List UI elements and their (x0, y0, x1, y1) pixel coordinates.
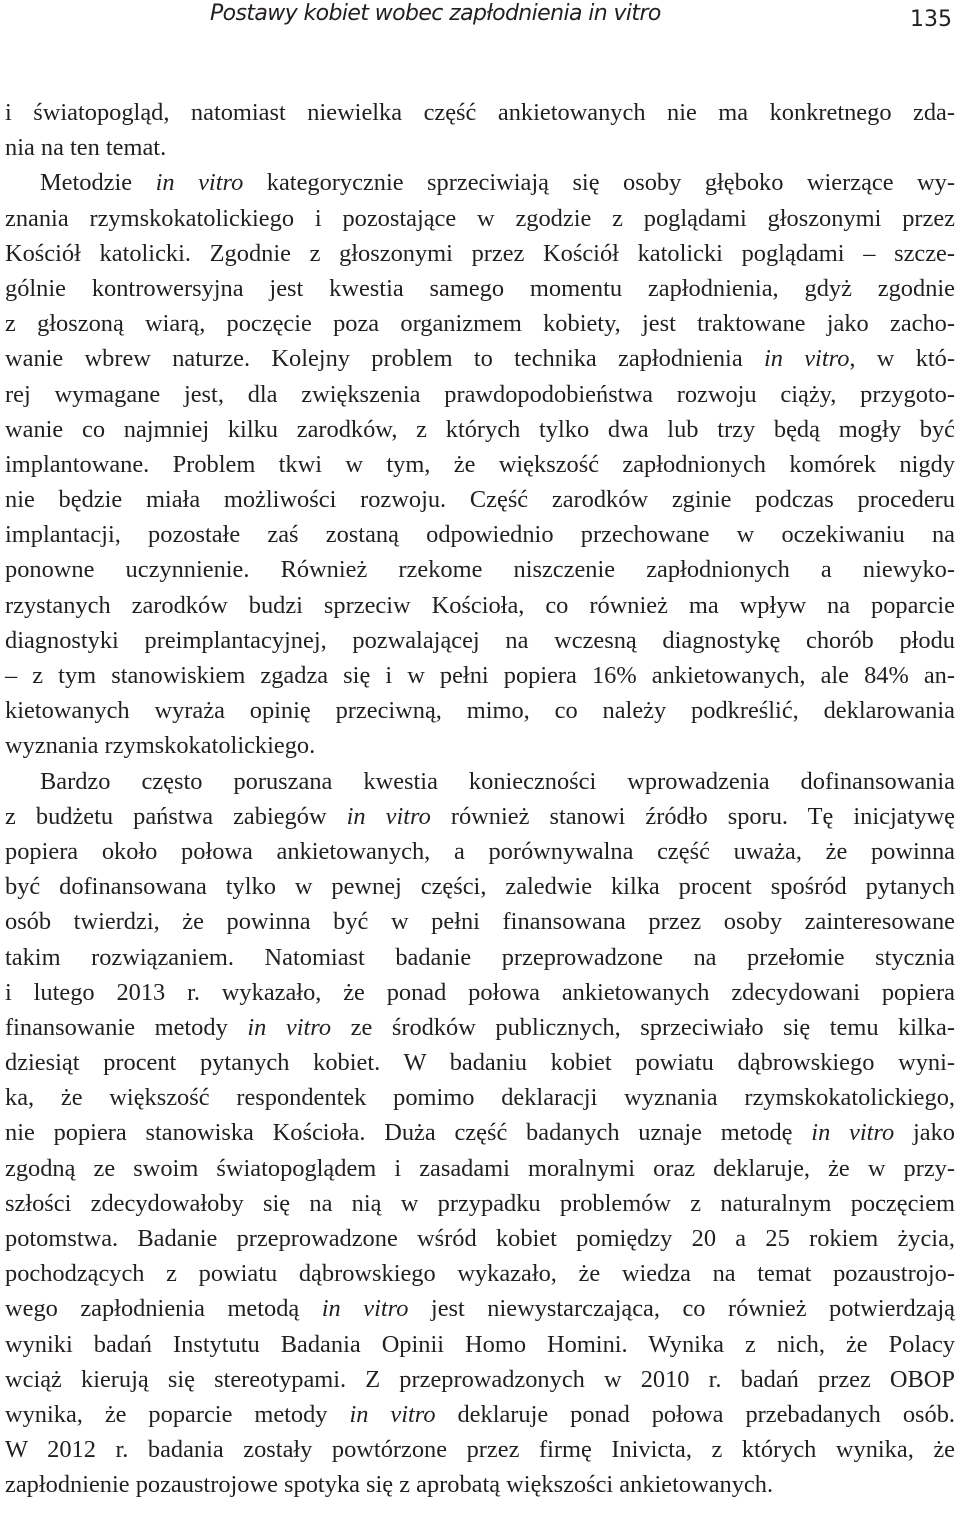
text-line (5, 1045, 955, 1080)
text-line (5, 1362, 955, 1397)
text-line (5, 1151, 955, 1186)
text-line (5, 799, 955, 834)
text-run: wego zapłodnienia metodą (5, 1295, 322, 1323)
text-run: wyznania rzymskokatolickiego. (5, 732, 316, 760)
text-run: jest niewystarczająca, co również potwierdzają (408, 1295, 955, 1323)
text-run: – z tym stanowiskiem zgadza się i w pełni popiera 16% ankietowanych, ale 84% an- (5, 662, 955, 689)
text-line (5, 623, 955, 658)
running-head: Postawy kobiet wobec zapłodnienia in vitro (210, 1, 661, 26)
text-line (5, 517, 955, 552)
text-run: wyniki badań Instytutu Badania Opinii Homo Homini. Wynika z nich, że Polacy (5, 1330, 955, 1358)
text-line (5, 130, 955, 165)
italic-term: in vitro (155, 169, 244, 197)
text-run: pochodzących z powiatu dąbrowskiego wykazało, że wiedza na temat pozaustrojo- (5, 1260, 955, 1288)
text-run: implantacji, pozostałe zaś zostaną odpowiednio przechowane w oczekiwaniu na (5, 521, 955, 549)
text-run: zgodną ze swoim światopoglądem i zasadami moralnymi oraz deklaruje, że w przy- (5, 1154, 955, 1182)
text-line (5, 271, 955, 306)
text-run: kietowanych wyraża opinię przeciwną, mimo, co należy podkreślić, deklarowania (5, 697, 955, 725)
text-line (5, 201, 955, 236)
text-line (5, 728, 955, 763)
text-line (5, 165, 955, 200)
text-line (5, 341, 955, 376)
text-run: nia na ten temat. (5, 134, 167, 162)
text-run: również stanowi źródło sporu. Tę inicjatywę (430, 802, 955, 830)
text-run: potomstwa. Badanie przeprowadzone wśród kobiet pomiędzy 20 a 25 rokiem życia, (5, 1225, 955, 1252)
text-run: takim rozwiązaniem. Natomiast badanie przeprowadzone na przełomie stycznia (5, 943, 955, 971)
text-run: deklaruje ponad połowa przebadanych osób. (435, 1400, 955, 1428)
italic-term: in vitro (321, 1295, 409, 1323)
text-line (5, 1432, 955, 1467)
text-run: , w któ- (849, 345, 955, 373)
text-run: wanie co najmniej kilku zarodków, z których tylko dwa lub trzy będą mogły być (5, 415, 955, 443)
text-run: być dofinansowana tylko w pewnej części, zaledwie kilka procent spośród pytanych (5, 873, 955, 901)
text-line (5, 95, 955, 130)
text-run: jako (894, 1119, 955, 1147)
text-line (5, 1115, 955, 1150)
text-run: ponowne uczynnienie. Również rzekome niszczenie zapłodnionych a niewyko- (5, 556, 955, 584)
text-line (5, 1221, 955, 1256)
text-line (5, 869, 955, 904)
text-run: Bardzo często poruszana kwestia konieczności wprowadzenia dofinansowania (40, 767, 955, 795)
text-run: Kościół katolicki. Zgodnie z głoszonymi przez Kościół katolicki poglądami – szcze- (5, 239, 955, 267)
text-line (5, 1010, 955, 1045)
body-text (5, 95, 955, 1503)
italic-term: in vitro (247, 1013, 332, 1041)
text-run: i lutego 2013 r. wykazało, że ponad połowa ankietowanych zdecydowani popiera (5, 978, 955, 1006)
text-line (5, 377, 955, 412)
italic-term: in vitro (763, 345, 850, 373)
italic-term: in vitro (811, 1119, 895, 1147)
text-line (5, 658, 955, 693)
text-line (5, 764, 955, 799)
text-run: finansowanie metody (5, 1013, 248, 1041)
text-line (5, 975, 955, 1010)
text-run: dziesiąt procent pytanych kobiet. W badaniu kobiet powiatu dąbrowskiego wyni- (5, 1049, 955, 1077)
text-run: szłości zdecydowałoby się na nią w przypadku problemów z naturalnym poczęciem (5, 1189, 955, 1217)
text-run: diagnostyki preimplantacyjnej, pozwalającej na wczesną diagnostykę chorób płodu (5, 626, 955, 654)
text-line (5, 1291, 955, 1326)
page-number: 135 (910, 7, 952, 32)
text-line (5, 904, 955, 939)
text-run: znania rzymskokatolickiego i pozostające w zgodzie z poglądami głoszonymi przez (5, 204, 955, 232)
text-line (5, 834, 955, 869)
text-run: implantowane. Problem tkwi w tym, że większość zapłodnionych komórek nigdy (5, 450, 955, 478)
text-run: ka, że większość respondentek pomimo deklaracji wyznania rzymskokatolickiego, (5, 1084, 955, 1112)
text-line (5, 1080, 955, 1115)
text-run: Metodzie (40, 169, 156, 197)
text-run: gólnie kontrowersyjna jest kwestia samego momentu zapłodnienia, gdyż zgodnie (5, 274, 955, 302)
text-line (5, 447, 955, 482)
text-run: nie popiera stanowiska Kościoła. Duża część badanych uznaje metodę (5, 1119, 812, 1147)
text-run: z budżetu państwa zabiegów (5, 802, 347, 830)
text-line (5, 236, 955, 271)
text-line (5, 1397, 955, 1432)
text-line (5, 1467, 955, 1502)
text-run: zapłodnienie pozaustrojowe spotyka się z aprobatą większości ankietowanych. (5, 1471, 774, 1499)
text-line (5, 412, 955, 447)
text-run: rej wymagane jest, dla zwiększenia prawdopodobieństwa rozwoju ciąży, przygoto- (5, 380, 955, 408)
text-line (5, 1327, 955, 1362)
text-line (5, 482, 955, 517)
text-run: W 2012 r. badania zostały powtórzone przez firmę Inivicta, z których wynika, że (5, 1436, 955, 1464)
text-run: osób twierdzi, że powinna być w pełni finansowana przez osoby zainteresowane (5, 908, 955, 936)
text-run: ze środków publicznych, sprzeciwiało się temu kilka- (331, 1013, 955, 1041)
text-line (5, 588, 955, 623)
text-run: i światopogląd, natomiast niewielka część ankietowanych nie ma konkretnego zda- (5, 99, 955, 126)
text-run: wciąż kierują się stereotypami. Z przeprowadzonych w 2010 r. badań przez OBOP (5, 1365, 955, 1393)
text-run: wanie wbrew naturze. Kolejny problem to technika zapłodnienia (5, 345, 764, 373)
text-line (5, 1186, 955, 1221)
text-line (5, 306, 955, 341)
text-run: nie będzie miała możliwości rozwoju. Część zarodków zginie podczas procederu (5, 486, 955, 514)
text-line (5, 940, 955, 975)
italic-term: in vitro (346, 802, 431, 830)
text-run: rzystanych zarodków budzi sprzeciw Kościoła, co również ma wpływ na poparcie (5, 591, 955, 619)
text-line (5, 552, 955, 587)
text-run: wynika, że poparcie metody (5, 1400, 350, 1428)
text-run: kategorycznie sprzeciwiają się osoby głęboko wierzące wy- (243, 169, 955, 197)
italic-term: in vitro (349, 1400, 436, 1428)
text-run: popiera około połowa ankietowanych, a porównywalna część uważa, że powinna (5, 837, 955, 865)
text-run: z głoszoną wiarą, poczęcie poza organizmem kobiety, jest traktowane jako zacho- (5, 310, 955, 338)
text-line (5, 1256, 955, 1291)
text-line (5, 693, 955, 728)
